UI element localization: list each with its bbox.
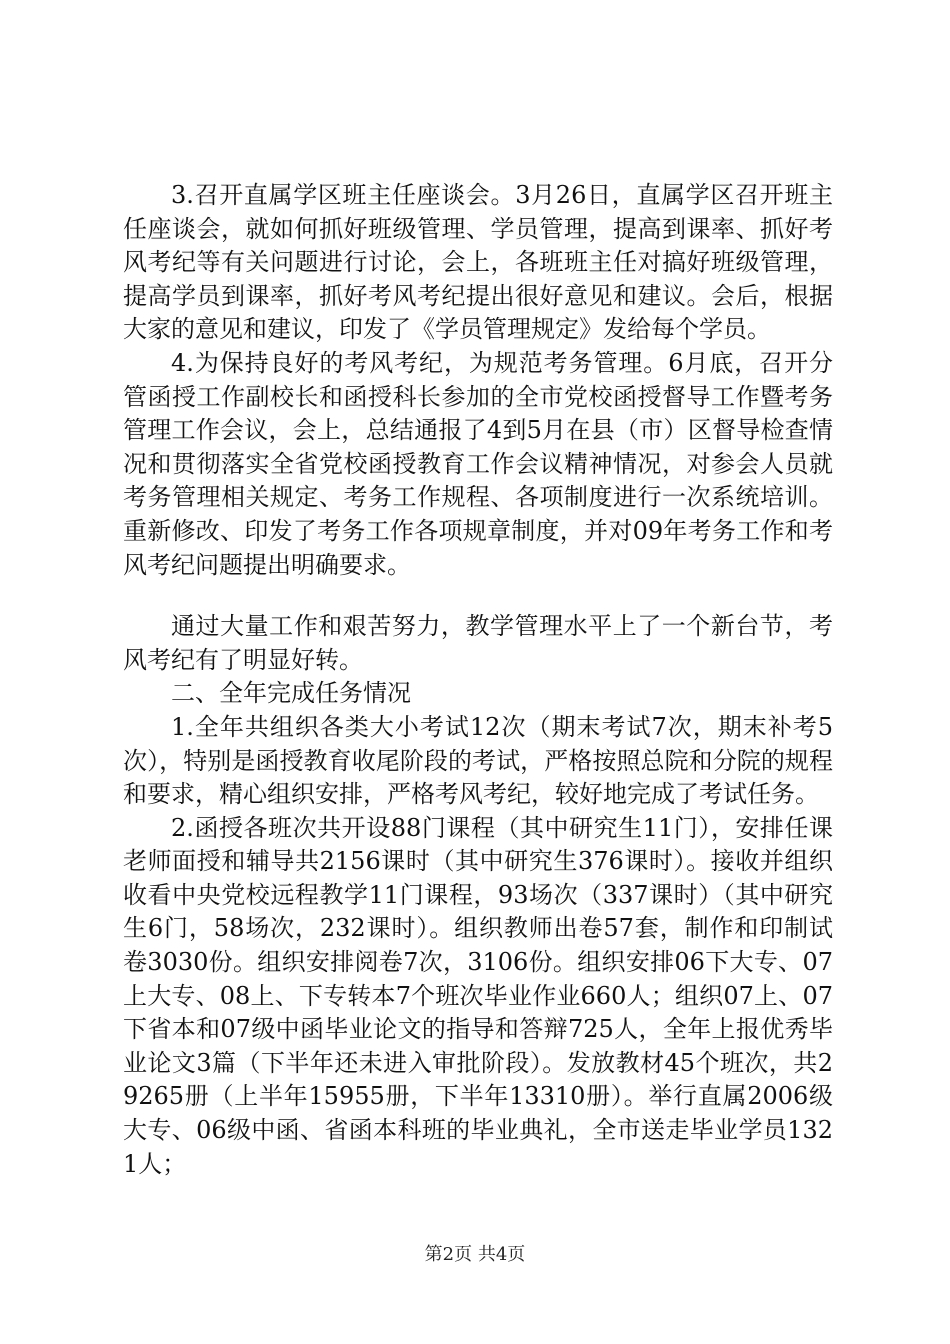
page-number-footer: 第2页 共4页 xyxy=(424,1244,526,1265)
section-heading: 二、全年完成任务情况 xyxy=(171,679,411,708)
paragraph-1: 3.召开直属学区班主任座谈会。3月26日，直属学区召开班主任座谈会，就如何抓好班级管理、学员管理，提高到课率、抓好考风考纪等有关问题进行讨论，会上，各班班主任对搞好班级管理，提高学员到课率，抓好考风考纪提出很好意见和建议。会后，根据大家的意见和建议，印发了《学员管理规定》发给每个学员。 xyxy=(123,181,833,344)
paragraph-5: 2.函授各班次共开设88门课程（其中研究生11门），安排任课老师面授和辅导共2156课时（其中研究生376课时）。接收并组织收看中央党校远程教学11门课程，93场次（337课时）（其中研究生6门，58场次，232课时）。组织教师出卷57套，制作和印制试卷3030份。组织安排阅卷7次，3106份。组织安排06下大专、07上大专、08上、下专转本7个班次毕业作业660人；组织07上、07下省本和07级中函毕业论文的指导和答辩725人，全年上报优秀毕业论文3篇（下半年还未进入审批阶段）。发放教材45个班次，共29265册（上半年15955册，下半年13310册）。举行直属2006级大专、06级中函、省函本科班的毕业典礼，全市送走毕业学员1321人； xyxy=(123,813,833,1178)
paragraph-2: 4.为保持良好的考风考纪，为规范考务管理。6月底，召开分管函授工作副校长和函授科长参加的全市党校函授督导工作暨考务管理工作会议，会上，总结通报了4到5月在县（市）区督导检查情况和贯彻落实全省党校函授教育工作会议精神情况，对参会人员就考务管理相关规定、考务工作规程、各项制度进行一次系统培训。重新修改、印发了考务工作各项规章制度，并对09年考务工作和考风考纪问题提出明确要求。 xyxy=(123,348,833,579)
document-body xyxy=(123,179,833,1181)
paragraph-gap xyxy=(123,582,833,610)
paragraph-3: 通过大量工作和艰苦努力，教学管理水平上了一个新台节，考风考纪有了明显好转。 xyxy=(123,612,833,674)
paragraph-4: 1.全年共组织各类大小考试12次（期末考试7次，期末补考5次），特别是函授教育收尾阶段的考试，严格按照总院和分院的规程和要求，精心组织安排，严格考风考纪，较好地完成了考试任务。 xyxy=(123,712,833,809)
